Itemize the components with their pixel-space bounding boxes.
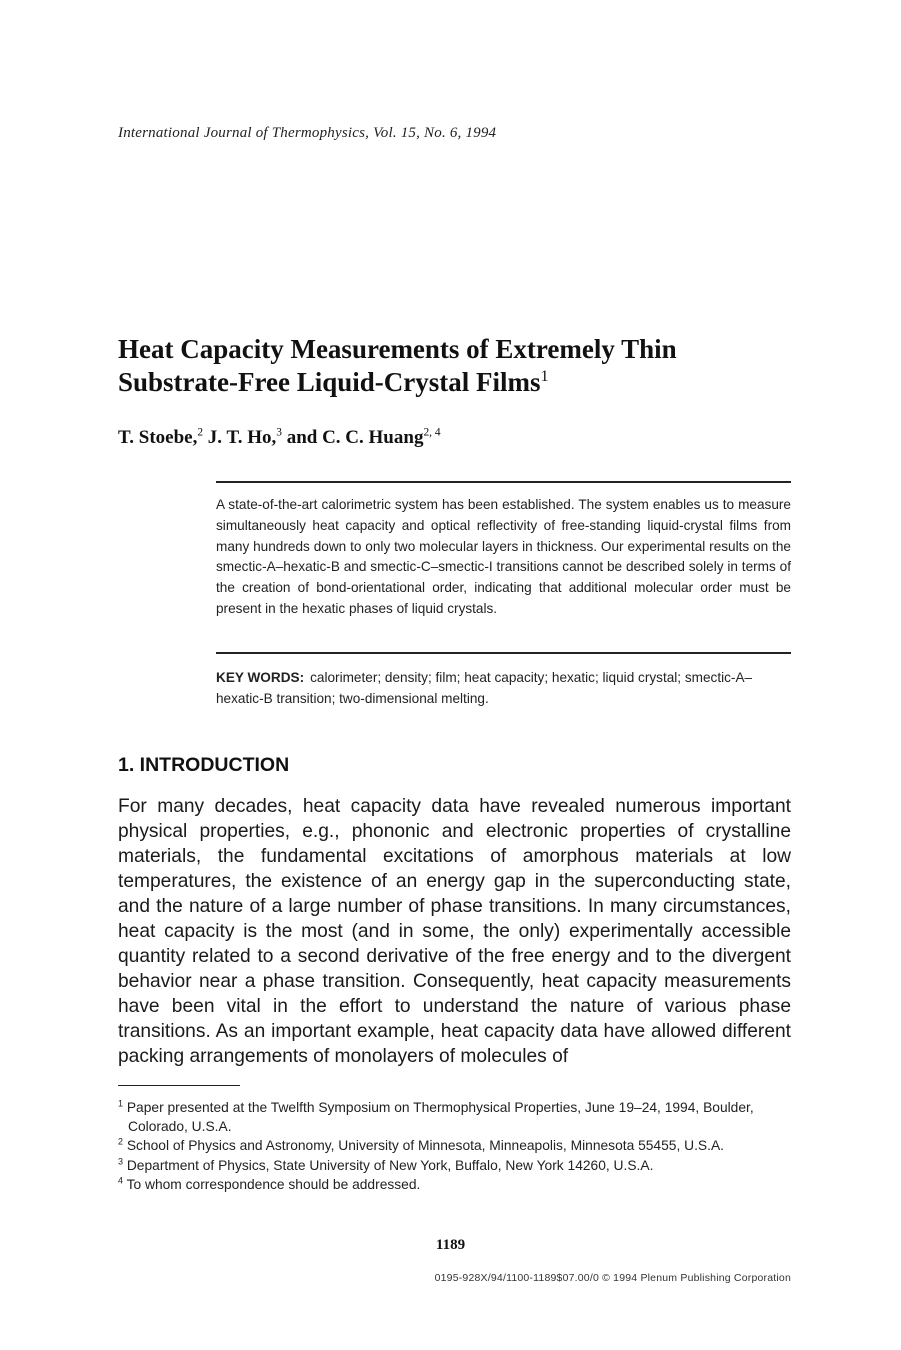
footnote-1-mark: 1: [118, 1098, 123, 1109]
title-footnote-mark: 1: [540, 367, 549, 385]
author-3-affiliation: 2, 4: [423, 426, 441, 439]
page-number: 1189: [435, 1237, 466, 1253]
keywords: [216, 668, 791, 710]
title-line-2: [118, 366, 818, 399]
copyright-line: 0195-928X/94/1100-1189$07.00/0 © 1994 Plenum Publishing Corporation: [434, 1272, 791, 1284]
footnote-1: [118, 1098, 791, 1136]
footnote-1-text: Paper presented at the Twelfth Symposium on Thermophysical Properties, June 19–24, 1994, Boulder, Colorado, U.S.A.: [126, 1100, 754, 1135]
footnote-3-text: Department of Physics, State University of New York, Buffalo, New York 14260, U.S.A.: [126, 1157, 654, 1173]
footnote-2-mark: 2: [118, 1136, 123, 1147]
footnote-3-mark: 3: [118, 1156, 123, 1167]
introduction-paragraph: For many decades, heat capacity data have revealed numerous important physical properties, e.g., phononic and electronic properties of crystalline materials, the fundamental excitations of amorphous materials at low temperatures, the existence of an energy gap in the superconducting state, and the nature of a large number of phase transitions. In many circumstances, heat capacity is the most (and in some, the only) experimentally accessible quantity related to a second derivative of the free energy and to the divergent behavior near a phase transition. Consequently, heat capacity measurements have been vital in the effort to understand the nature of various phase transitions. As an important example, heat capacity data have allowed different packing arrangements of monolayers of molecules of: [118, 796, 791, 1067]
title-line-2-text: Substrate-Free Liquid-Crystal Films: [118, 367, 541, 397]
abstract-top-rule: [216, 481, 791, 483]
footnote-4-text: To whom correspondence should be addressed.: [126, 1176, 421, 1192]
title-line-1: Heat Capacity Measurements of Extremely Thin: [118, 334, 677, 364]
footnote-3: [118, 1156, 791, 1175]
keywords-label: KEY WORDS:: [216, 670, 305, 685]
abstract-bottom-rule: [216, 652, 791, 654]
keywords-text: calorimeter; density; film; heat capacity; hexatic; liquid crystal; smectic-A–hexatic-B transition; two-dimensional melting.: [216, 670, 753, 706]
author-1: T. Stoebe,: [118, 427, 198, 448]
author-2: J. T. Ho,: [207, 427, 277, 448]
footnote-2: [118, 1136, 791, 1155]
abstract: A state-of-the-art calorimetric system has been established. The system enables us to measure simultaneously heat capacity and optical reflectivity of free-standing liquid-crystal films from many hundreds down to only two molecular layers in thickness. Our experimental results on the smectic-A–hexatic-B and smectic-C–smectic-I transitions cannot be described solely in terms of the creation of bond-orientational order, indicating that additional molecular order must be present in the hexatic phases of liquid crystals.: [216, 497, 791, 616]
footnote-4: [118, 1175, 791, 1194]
journal-citation: International Journal of Thermophysics, Vol. 15, No. 6, 1994: [118, 125, 497, 141]
author-3: and C. C. Huang: [286, 427, 424, 448]
author-2-affiliation: 3: [276, 426, 282, 439]
author-list: [118, 427, 441, 449]
section-heading: 1. INTRODUCTION: [118, 754, 290, 776]
footnotes: [118, 1098, 791, 1194]
author-1-affiliation: 2: [197, 426, 204, 439]
article-title: [118, 333, 818, 399]
footnote-2-text: School of Physics and Astronomy, University of Minnesota, Minneapolis, Minnesota 55455, U.S.A.: [126, 1138, 724, 1154]
footnote-rule: [118, 1085, 240, 1086]
footnote-4-mark: 4: [118, 1175, 123, 1186]
